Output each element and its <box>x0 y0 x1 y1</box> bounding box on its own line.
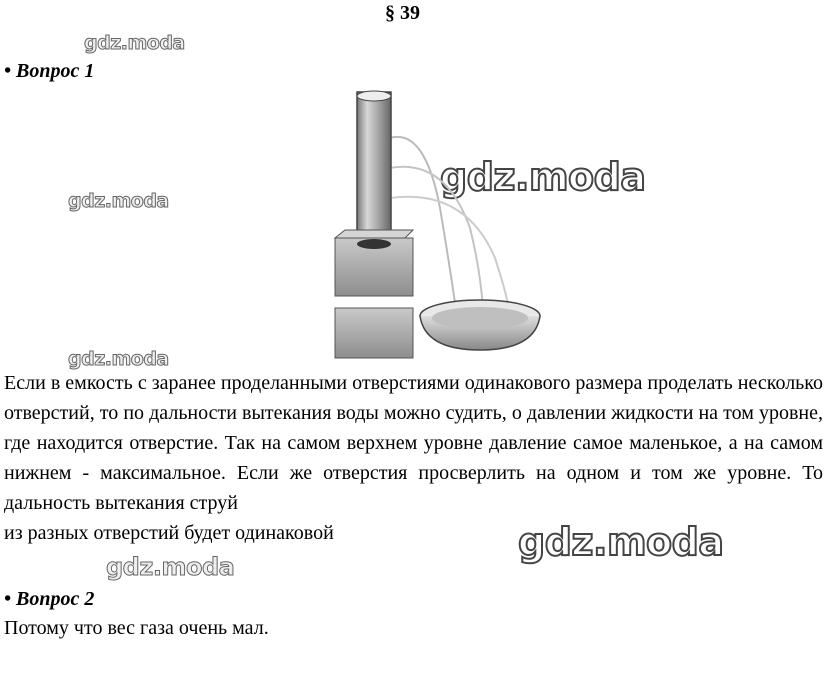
watermark-large: gdz.moda <box>518 520 724 564</box>
watermark: gdz.moda <box>106 553 235 581</box>
answer-1-last-line: из разных отверстий будет одинаковой <box>4 522 334 544</box>
watermark-large: gdz.moda <box>440 155 646 199</box>
question-2-heading: • Вопрос 2 <box>4 588 95 610</box>
experiment-illustration <box>305 88 555 364</box>
watermark: gdz.moda <box>84 32 185 54</box>
question-1-heading: • Вопрос 1 <box>4 60 95 82</box>
answer-1-text: Если в емкость с заранее проделанными отверстиями одинакового размера проделать несколько отверстий, то по дальности вытекания воды можно судить, о давлении жидкости на том уровне, где находится отверстие. Так на самом верхнем уровне давление самое маленькое, а на самом нижнем - максимальное. Если же отверстия просверлить на одном и том же уровне. То дальность вытекания струй <box>4 372 823 514</box>
section-number: § 39 <box>385 2 420 24</box>
answer-2-text: Потому что вес газа очень мал. <box>4 617 269 639</box>
watermark: gdz.moda <box>68 190 169 212</box>
watermark: gdz.moda <box>68 348 169 370</box>
